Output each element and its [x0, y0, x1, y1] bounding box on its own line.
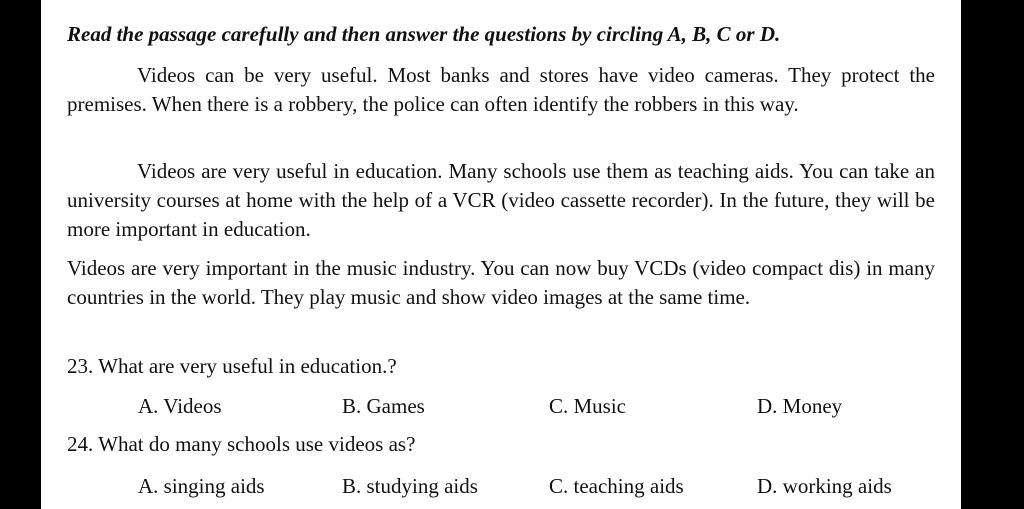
question-24: 24. What do many schools use videos as? [67, 432, 416, 456]
question-24-option-a[interactable]: A. singing aids [138, 474, 265, 498]
passage-paragraph-3: Videos are very important in the music industry. You can now buy VCDs (video compact dis) in many countries in the world. They play music and show video images at the same time. [67, 256, 935, 309]
question-24-option-d[interactable]: D. working aids [757, 474, 892, 498]
question-23: 23. What are very useful in education.? [67, 354, 397, 378]
question-23-option-c[interactable]: C. Music [549, 394, 627, 418]
question-23-option-b[interactable]: B. Games [342, 394, 425, 418]
question-24-option-b[interactable]: B. studying aids [342, 474, 478, 498]
question-24-option-c[interactable]: C. teaching aids [549, 474, 684, 498]
instruction-heading: Read the passage carefully and then answer the questions by circling A, B, C or D. [67, 22, 781, 46]
worksheet-page [41, 0, 961, 509]
passage-paragraph-1: Videos can be very useful. Most banks and stores have video cameras. They protect the premises. When there is a robbery, the police can often identify the robbers in this way. [67, 63, 935, 116]
question-23-option-a[interactable]: A. Videos [138, 394, 222, 418]
question-23-option-d[interactable]: D. Money [757, 394, 843, 418]
passage-paragraph-2: Videos are very useful in education. Many schools use them as teaching aids. You can take an university courses at home with the help of a VCR (video cassette recorder). In the future, they will be more important in education. [67, 159, 935, 241]
